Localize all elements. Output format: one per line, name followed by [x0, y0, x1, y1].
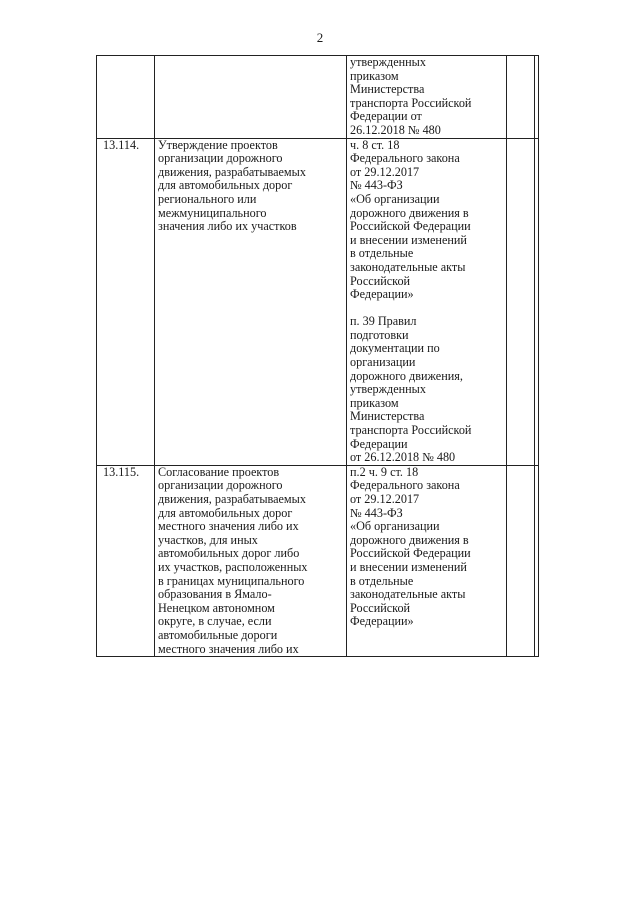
legal-basis-line: п. 39 Правил: [350, 314, 417, 329]
service-name-line: межмуниципального: [158, 205, 267, 220]
service-name-line: округе, в случае, если: [158, 614, 272, 629]
empty-cell: [535, 56, 539, 139]
regulation-table: [96, 55, 539, 657]
item-number: [97, 56, 155, 139]
legal-basis-line: «Об организации: [350, 191, 440, 206]
legal-basis-line: «Об организации: [350, 519, 440, 534]
page-number: 2: [316, 30, 324, 45]
legal-basis-line: ч. 8 ст. 18: [350, 137, 400, 152]
legal-basis-line: организации: [350, 355, 416, 370]
item-number: 13.114.: [97, 138, 155, 465]
legal-basis-line: Российской: [350, 273, 411, 288]
legal-basis-line: утвержденных: [350, 55, 426, 69]
service-name-line: значения либо их участков: [158, 219, 297, 234]
legal-basis-line: в отдельные: [350, 573, 414, 588]
service-name-line: движения, разрабатываемых: [158, 164, 306, 179]
legal-basis-line: Министерства: [350, 82, 425, 97]
legal-basis-line: Федерации: [350, 436, 408, 451]
legal-basis-line: Российской Федерации: [350, 219, 471, 234]
legal-basis-line: от 26.12.2018 № 480: [350, 450, 456, 465]
legal-basis-line: утвержденных: [350, 382, 426, 397]
legal-basis-line: приказом: [350, 395, 399, 410]
table-row: [97, 138, 539, 465]
legal-basis-line: Федерального закона: [350, 478, 460, 493]
legal-basis-line: Федерации от: [350, 109, 422, 124]
legal-basis-line: Федерации»: [350, 287, 414, 302]
legal-basis-line: законодательные акты: [350, 259, 466, 274]
legal-basis-line: от 29.12.2017: [350, 492, 420, 506]
legal-basis-line: законодательные акты: [350, 587, 466, 602]
legal-basis-line: п.2 ч. 9 ст. 18: [350, 464, 419, 479]
legal-basis: [347, 56, 507, 139]
service-name-line: автомобильных дорог либо: [158, 546, 300, 561]
legal-basis-line: и внесении изменений: [350, 559, 467, 574]
service-name-line: Утверждение проектов: [158, 137, 278, 152]
legal-basis-line: дорожного движения в: [350, 205, 469, 220]
legal-basis-line: от 29.12.2017: [350, 164, 420, 179]
table-row: [97, 56, 539, 139]
empty-cell: [535, 138, 539, 465]
legal-basis: [347, 138, 507, 465]
legal-basis-line: [350, 302, 503, 316]
service-name-line: Согласование проектов: [158, 464, 280, 479]
legal-basis-line: Министерства: [350, 409, 425, 424]
service-name-line: для автомобильных дорог: [158, 505, 293, 520]
service-name-line: в границах муниципального: [158, 573, 305, 588]
empty-cell: [507, 138, 535, 465]
legal-basis-line: № 443-ФЗ: [350, 178, 403, 193]
legal-basis-line: подготовки: [350, 327, 409, 342]
legal-basis-line: транспорта Российской: [350, 423, 472, 438]
empty-cell: [535, 465, 539, 656]
service-name: [155, 465, 347, 656]
item-number: 13.115.: [97, 465, 155, 656]
legal-basis-line: приказом: [350, 68, 399, 83]
legal-basis-line: Российской Федерации: [350, 546, 471, 561]
legal-basis-line: дорожного движения в: [350, 532, 469, 547]
service-name: [155, 138, 347, 465]
service-name-line: участков, для иных: [158, 532, 258, 547]
service-name-line: местного значения либо их: [158, 641, 299, 656]
service-name-line: организации дорожного: [158, 151, 283, 166]
service-name-line: автомобильные дороги: [158, 627, 278, 642]
legal-basis-line: документации по: [350, 341, 440, 356]
legal-basis-line: № 443-ФЗ: [350, 505, 403, 520]
service-name-line: организации дорожного: [158, 478, 283, 493]
table-row: [97, 465, 539, 656]
service-name-line: регионального или: [158, 191, 257, 206]
legal-basis-line: транспорта Российской: [350, 95, 472, 110]
service-name-line: для автомобильных дорог: [158, 178, 293, 193]
service-name-line: местного значения либо их: [158, 519, 299, 534]
legal-basis: [347, 465, 507, 656]
service-name-line: движения, разрабатываемых: [158, 492, 306, 506]
legal-basis-line: 26.12.2018 № 480: [350, 122, 441, 137]
empty-cell: [507, 465, 535, 656]
service-name-line: образования в Ямало-: [158, 587, 272, 602]
legal-basis-line: Российской: [350, 600, 411, 615]
legal-basis-line: и внесении изменений: [350, 232, 467, 247]
service-name: [155, 56, 347, 139]
service-name-line: их участков, расположенных: [158, 559, 308, 574]
service-name-line: Ненецком автономном: [158, 600, 275, 615]
legal-basis-line: Федерации»: [350, 614, 414, 629]
legal-basis-line: дорожного движения,: [350, 368, 463, 383]
legal-basis-line: Федерального закона: [350, 151, 460, 166]
legal-basis-line: в отдельные: [350, 246, 414, 261]
empty-cell: [507, 56, 535, 139]
